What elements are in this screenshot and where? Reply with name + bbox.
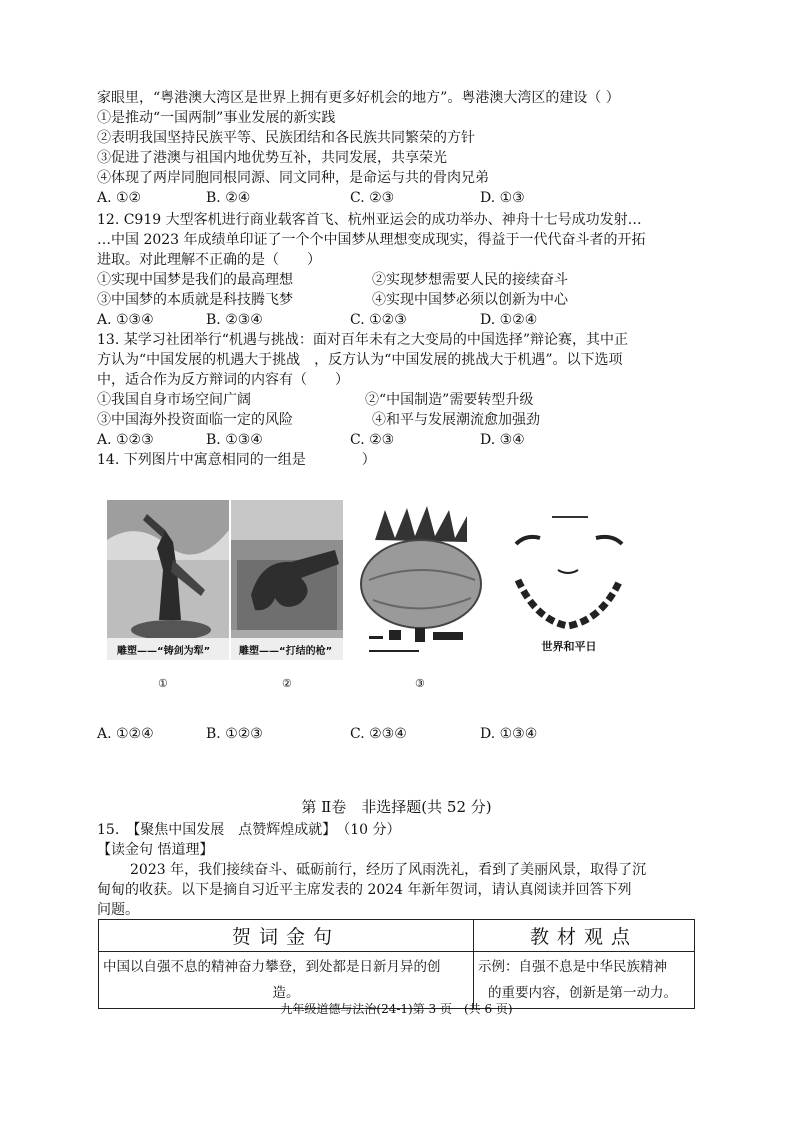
table-header-quotes: 贺词金句 [99, 920, 474, 952]
q14-option-d[interactable]: D. ①③④ [480, 726, 538, 742]
q14-stem: 14. 下列图片中寓意相同的一组是 ） [97, 452, 376, 468]
caption-2: 雕塑——“打结的枪” [239, 646, 333, 657]
q12-stem-line-1: 12. C919 大型客机进行商业载客首飞、杭州亚运会的成功举办、神舟十七号成功发射… [97, 212, 642, 228]
q11-option-a[interactable]: A. ①② [97, 190, 142, 206]
q11-stem: 家眼里，“粤港澳大湾区是世界上拥有更多好机会的地方”。粤港澳大湾区的建设（ ） [97, 90, 620, 106]
q13-item-4: ④和平与发展潮流愈加强劲 [372, 412, 540, 428]
q13-item-3: ③中国海外投资面临一定的风险 [97, 412, 293, 428]
picture-marker-3: ③ [415, 677, 425, 690]
q15-intro-line-2: 甸甸的收获。以下是摘自习近平主席发表的 2024 年新年贺词，请认真阅读并回答下列 [97, 882, 632, 898]
view-line-2: 的重要内容，创新是第一动力。 [488, 985, 677, 1001]
sculpture-swords-to-plowshares-image [107, 500, 229, 660]
q11-item-1: ①是推动“一国两制”事业发展的新实践 [97, 110, 336, 126]
q12-stem-line-3: 进取。对此理解不正确的是（ ） [97, 252, 321, 268]
q14-option-a[interactable]: A. ①②④ [97, 726, 154, 742]
q13-option-d[interactable]: D. ③④ [480, 432, 525, 448]
q14-option-b[interactable]: B. ①②③ [206, 726, 263, 742]
q11-item-3: ③促进了港澳与祖国内地优势互补，共同发展，共享荣光 [97, 150, 447, 166]
sculpture-knotted-gun-image [231, 500, 343, 660]
q13-stem-line-2: 方认为“中国发展的机遇大于挑战 ，反方认为“中国发展的挑战大于机遇”。以下选项 [97, 352, 623, 368]
q12-item-2: ②实现梦想需要人民的接续奋斗 [372, 272, 568, 288]
quote-table [98, 919, 695, 1009]
q11-option-b[interactable]: B. ②④ [206, 190, 251, 206]
quote-line-1: 中国以自强不息的精神奋力攀登，到处都是日新月异的创 [103, 959, 441, 975]
q13-option-c[interactable]: C. ②③ [350, 432, 395, 448]
q12-stem-line-2: …中国 2023 年成绩单印证了一个个中国梦从理想变成现实，得益于一代代奋斗者的开拓 [97, 232, 646, 248]
q15-subtitle: 【读金句 悟道理】 [97, 842, 214, 858]
caption-3: 世界和平日 [541, 640, 597, 653]
q13-stem-line-1: 13. 某学习社团举行“机遇与挑战：面对百年未有之大变局的中国选择”辩论赛，其中正 [97, 332, 629, 348]
picture-marker-1: ① [158, 677, 168, 690]
q12-item-3: ③中国梦的本质就是科技腾飞梦 [97, 292, 293, 308]
q11-item-2: ②表明我国坚持民族平等、民族团结和各民族共同繁荣的方针 [97, 130, 475, 146]
picture-marker-2: ② [282, 677, 292, 690]
q11-item-4: ④体现了两岸同胞同根同源、同文同种，是命运与共的骨肉兄弟 [97, 170, 489, 186]
q12-option-c[interactable]: C. ①②③ [350, 312, 407, 328]
q12-option-d[interactable]: D. ①②④ [480, 312, 538, 328]
quote-line-2: 造。 [272, 985, 300, 1001]
world-peace-day-emblem-image [496, 500, 642, 660]
caption-1: 雕塑——“铸剑为犁” [117, 646, 211, 657]
q13-item-1: ①我国自身市场空间广阔 [97, 392, 251, 408]
section-2-heading: 第 Ⅱ卷 非选择题(共 52 分) [301, 798, 492, 816]
page-footer: 九年级道德与法治(24-1)第 3 页 (共 6 页) [280, 1002, 513, 1016]
q11-option-c[interactable]: C. ②③ [350, 190, 395, 206]
table-header-views: 教材观点 [474, 920, 695, 952]
q12-option-a[interactable]: A. ①③④ [97, 312, 154, 328]
q13-option-b[interactable]: B. ①③④ [206, 432, 263, 448]
q15-title: 15. 【聚焦中国发展 点赞辉煌成就】 （10 分） [97, 822, 401, 838]
q14-option-c[interactable]: C. ②③④ [350, 726, 407, 742]
q12-item-1: ①实现中国梦是我们的最高理想 [97, 272, 293, 288]
q13-option-a[interactable]: A. ①②③ [97, 432, 154, 448]
globe-illustration-image [355, 500, 485, 660]
q15-intro-line-1: 2023 年，我们接续奋斗、砥砺前行，经历了风雨洗礼，看到了美丽风景，取得了沉 [130, 862, 647, 878]
q13-item-2: ②“中国制造”需要转型升级 [365, 392, 534, 408]
q11-option-d[interactable]: D. ①③ [480, 190, 525, 206]
q12-option-b[interactable]: B. ②③④ [206, 312, 263, 328]
q13-stem-line-3: 中，适合作为反方辩词的内容有（ ） [97, 372, 349, 388]
q12-item-4: ④实现中国梦必须以创新为中心 [372, 292, 568, 308]
view-line-1: 示例：自强不息是中华民族精神 [478, 959, 667, 975]
q15-intro-line-3: 问题。 [97, 902, 139, 918]
